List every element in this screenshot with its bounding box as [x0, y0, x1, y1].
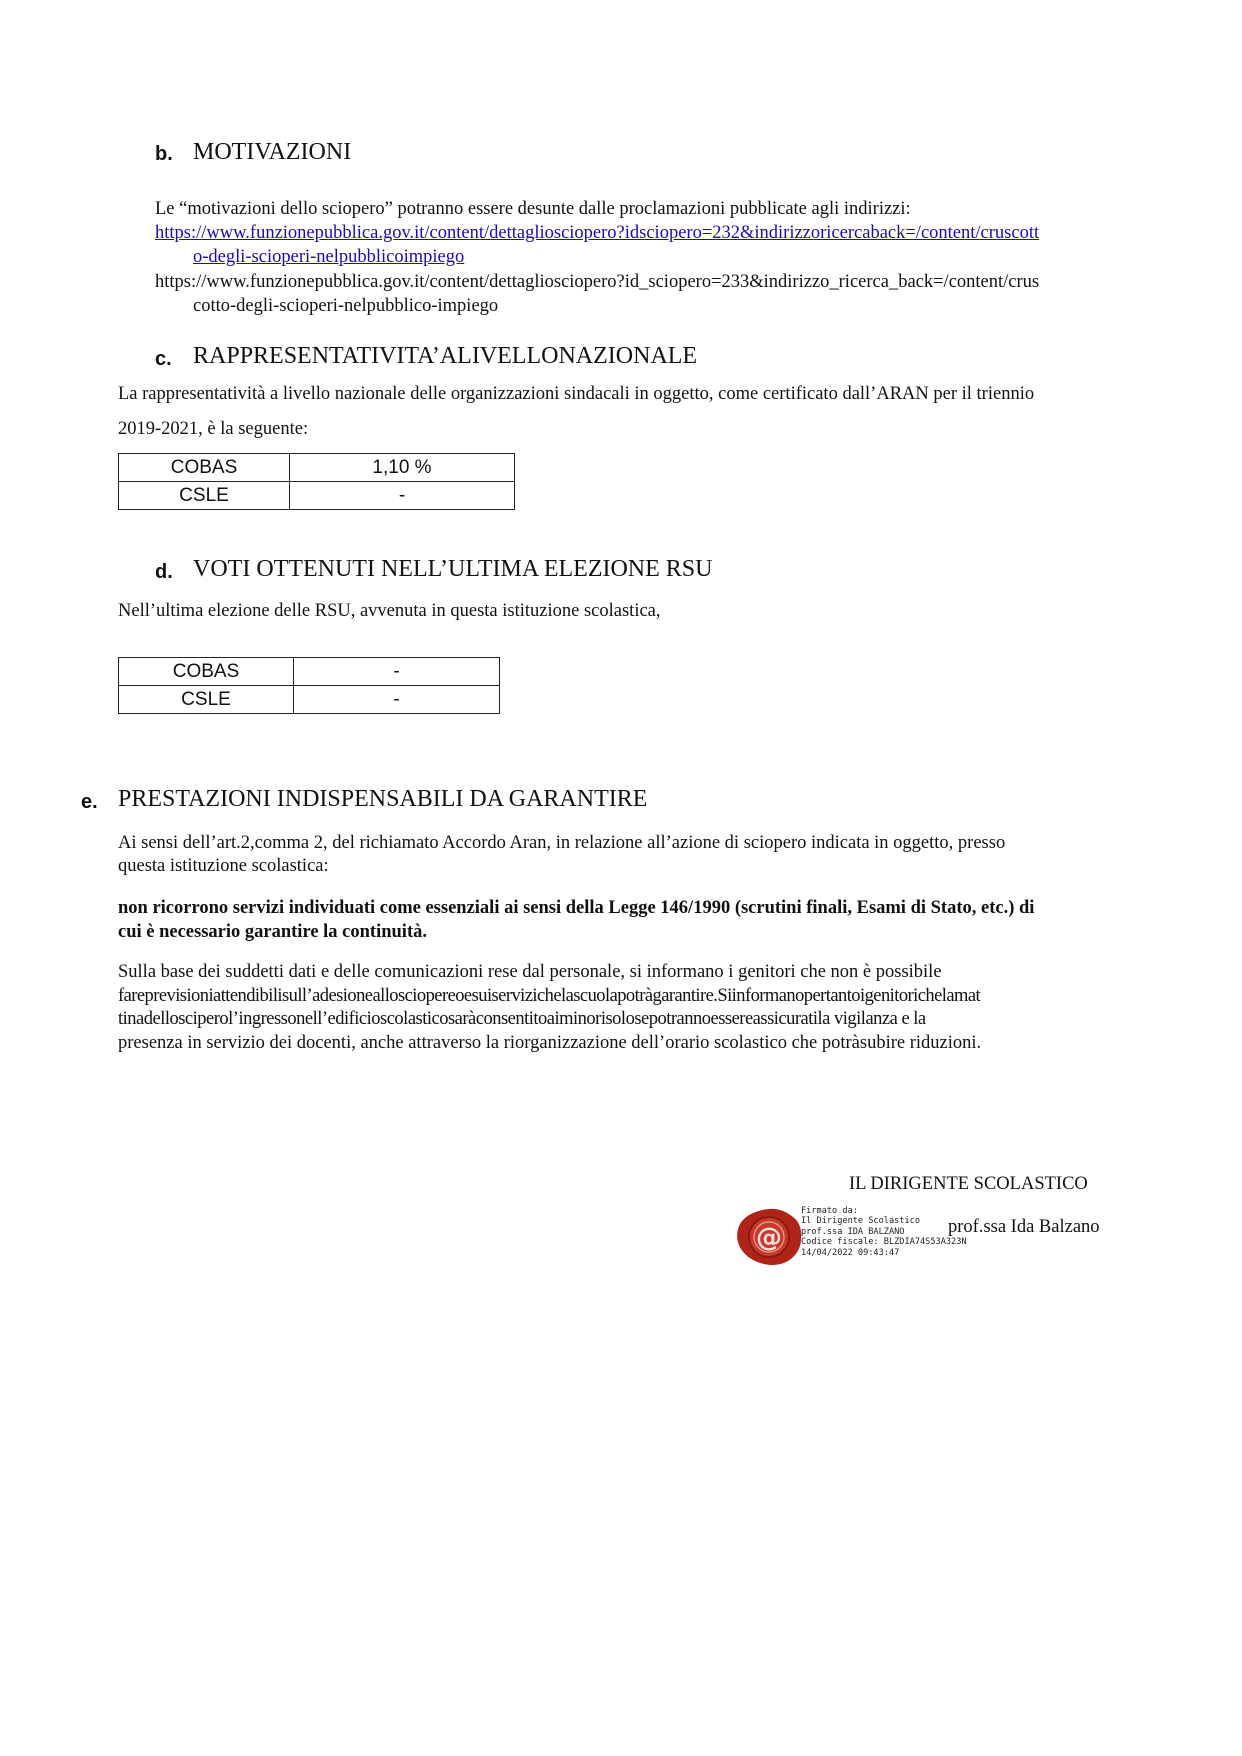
url-sciopero-233-line1: https://www.funzionepubblica.gov.it/content/dettagliosciopero?id_sciopero=233&indirizzo_ricerca_back=/content/crus: [155, 272, 1040, 292]
rappresentativita-text-line2: 2019-2021, è la seguente:: [118, 419, 309, 439]
prestazioni-p2-line3: tinadellosciperol’ingressonell’edificioscolasticosaràconsentitoaiminorisolosepotrannoessereassicuratila vigilanza e la: [118, 1009, 926, 1029]
seal-symbol: @: [756, 1223, 782, 1253]
signature-name: prof.ssa Ida Balzano: [948, 1217, 1100, 1237]
table-row: [119, 658, 500, 686]
prestazioni-p2-line4: presenza in servizio dei docenti, anche attraverso la riorganizzazione dell’orario scolastico che potràsubire riduzioni.: [118, 1033, 982, 1053]
prestazioni-p2-line2: fareprevisioniattendibilisull’adesioneallosciopereoesuiservizichelascuolapotràgarantire.Siinformanopertantoigenitorichelamat: [118, 986, 981, 1006]
value-cell: -: [294, 658, 500, 686]
rappresentativita-table: [118, 453, 515, 510]
url-sciopero-233-line2: cotto-degli-scioperi-nelpubblico-impiego: [193, 296, 499, 316]
prestazioni-bold-line1: non ricorrono servizi individuati come essenziali ai sensi della Legge 146/1990 (scrutini finali, Esami di Stato, etc.) di: [118, 898, 1035, 918]
table-row: [119, 454, 515, 482]
value-cell: -: [294, 686, 500, 714]
digital-signature-info: [801, 1206, 967, 1258]
digital-signature-line: Firmato da:: [801, 1206, 858, 1216]
prestazioni-p1-line1: Ai sensi dell’art.2,comma 2, del richiamato Accordo Aran, in relazione all’azione di sciopero indicata in oggetto, presso: [118, 833, 1006, 853]
value-cell: -: [290, 482, 515, 510]
section-c-title: RAPPRESENTATIVITA’ALIVELLONAZIONALE: [193, 343, 698, 369]
prestazioni-p1-line2: questa istituzione scolastica:: [118, 856, 329, 876]
section-b-title: MOTIVAZIONI: [193, 139, 352, 165]
section-c-letter: c.: [155, 348, 172, 370]
table-row: [119, 482, 515, 510]
digital-signature-line: Codice fiscale: BLZDIA74S53A323N: [801, 1237, 967, 1248]
org-cell: CSLE: [119, 686, 294, 714]
digital-signature-line: prof.ssa IDA BALZANO: [801, 1226, 905, 1237]
section-b-letter: b.: [155, 143, 173, 165]
rsu-table: [118, 657, 500, 714]
digital-signature-line: 14/04/2022 09:43:47: [801, 1247, 900, 1258]
rappresentativita-text-line1: La rappresentatività a livello nazionale delle organizzazioni sindacali in oggetto, come certificato dall’ARAN per il triennio: [118, 384, 1035, 404]
digital-signature-line: Il Dirigente Scolastico: [801, 1216, 920, 1227]
section-e-letter: e.: [81, 791, 98, 813]
prestazioni-p2-line1: Sulla base dei suddetti dati e delle comunicazioni rese dal personale, si informano i genitori che non è possibile: [118, 962, 942, 982]
table-row: [119, 686, 500, 714]
link-sciopero-232-line2[interactable]: o-degli-scioperi-nelpubblicoimpiego: [193, 247, 465, 267]
wax-seal-icon: [735, 1207, 803, 1267]
rsu-text: Nell’ultima elezione delle RSU, avvenuta in questa istituzione scolastica,: [118, 601, 661, 621]
section-d-letter: d.: [155, 561, 173, 583]
org-cell: COBAS: [119, 658, 294, 686]
prestazioni-bold-line2: cui è necessario garantire la continuità.: [118, 922, 427, 942]
value-cell: 1,10 %: [290, 454, 515, 482]
org-cell: CSLE: [119, 482, 290, 510]
signature-role: IL DIRIGENTE SCOLASTICO: [849, 1174, 1088, 1194]
org-cell: COBAS: [119, 454, 290, 482]
motivazioni-intro: Le “motivazioni dello sciopero” potranno essere desunte dalle proclamazioni pubblicate agli indirizzi:: [155, 199, 911, 219]
link-sciopero-232-line1[interactable]: https://www.funzionepubblica.gov.it/content/dettagliosciopero?idsciopero=232&indirizzoricercaback=/content/cruscott: [155, 223, 1040, 243]
section-d-title: VOTI OTTENUTI NELL’ULTIMA ELEZIONE RSU: [193, 556, 713, 582]
section-e-title: PRESTAZIONI INDISPENSABILI DA GARANTIRE: [118, 786, 648, 812]
